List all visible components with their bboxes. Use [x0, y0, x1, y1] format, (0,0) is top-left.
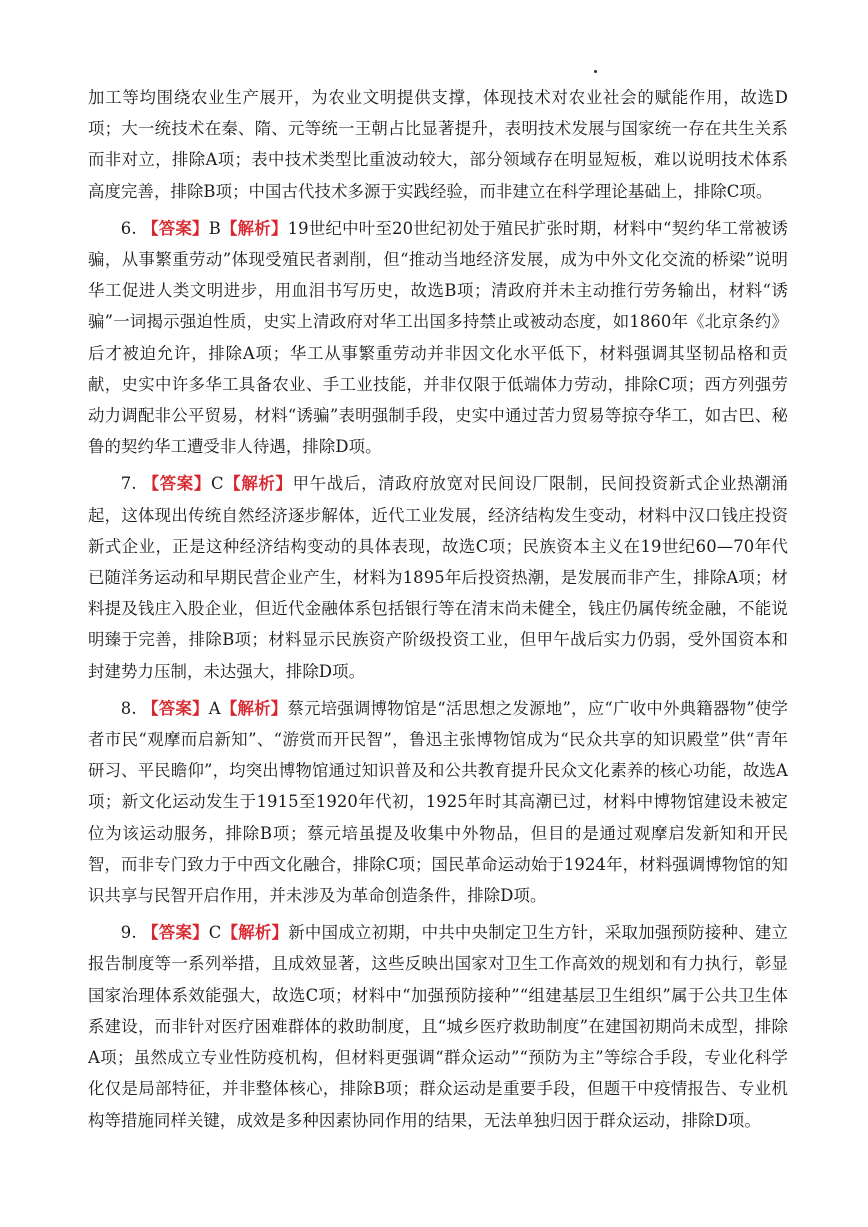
analysis-text: 19世纪中叶至20世纪初处于殖民扩张时期，材料中“契约华工常被诱骗，从事繁重劳动”体现受殖民者剥削，但“推动当地经济发展，成为中外文化交流的桥梁”说明华工促进人类文明进步，用血泪书写历史，故选B项；清政府并未主动推行劳务输出，材料“诱骗”一词揭示强迫性质，史实上清政府对华工出国多持禁止或被动态度，如1860年《北京条约》后才被迫允许，排除A项；华工从事繁重劳动并非因文化水平低下，材料强调其坚韧品格和贡献，史实中许多华工具备农业、手工业技能，并非仅限于低端体力劳动，排除C项；西方列强劳动力调配非公平贸易，材料“诱骗”表明强制手段，史实中通过苦力贸易等掠夺华工，如古巴、秘鲁的契约华工遭受非人待遇，排除D项。	[88, 218, 788, 457]
analysis-tag: 【解析】	[223, 474, 293, 494]
answer-item-6	[88, 213, 788, 463]
answer-tag: 【答案】	[142, 923, 209, 943]
answer-item-9	[88, 917, 788, 1135]
question-number: 6.	[120, 218, 137, 238]
question-number: 7.	[120, 474, 137, 494]
page-speck	[594, 70, 597, 73]
answer-letter: C	[208, 923, 222, 943]
analysis-tag: 【解析】	[220, 218, 288, 238]
analysis-text: 甲午战后，清政府放宽对民间设厂限制，民间投资新式企业热潮涌起，这体现出传统自然经济逐步解体，近代工业发展，经济结构发生变动，材料中汉口钱庄投资新式企业，正是这种经济结构变动的具体表现，故选C项；民族资本主义在19世纪60—70年代已随洋务运动和早期民营企业产生，材料为1895年后投资热潮，是发展而非产生，排除A项；材料提及钱庄入股企业，但近代金融体系包括银行等在清末尚未健全，钱庄仍属传统金融，不能说明臻于完善，排除B项；材料显示民族资产阶级投资工业，但甲午战后实力仍弱，受外国资本和封建势力压制，未达强大，排除D项。	[88, 474, 788, 681]
answer-tag: 【答案】	[142, 218, 209, 238]
analysis-text: 新中国成立初期，中共中央制定卫生方针，采取加强预防接种、建立报告制度等一系列举措，且成效显著，这些反映出国家对卫生工作高效的规划和有力执行，彰显国家治理体系效能强大，故选C项；材料中“加强预防接种”“组建基层卫生组织”属于公共卫生体系建设，而非针对医疗困难群体的救助制度，且“城乡医疗救助制度”在建国初期尚未成型，排除A项；虽然成立专业性防疫机构，但材料更强调“群众运动”“预防为主”等综合手段，专业化科学化仅是局部特征，并非整体核心，排除B项；群众运动是重要手段，但题干中疫情报告、专业机构等措施同样关键，成效是多种因素协同作用的结果，无法单独归因于群众运动，排除D项。	[88, 923, 788, 1130]
analysis-text: 蔡元培强调博物馆是“活思想之发源地”，应“广收中外典籍器物”使学者市民“观摩而启新知”、“游赏而开民智”，鲁迅主张博物馆成为“民众共享的知识殿堂”供“青年研习、平民瞻仰”，均突出博物馆通过知识普及和公共教育提升民众文化素养的核心功能，故选A项；新文化运动发生于1915至1920年代初，1925年时其高潮已过，材料中博物馆建设未被定位为该运动服务，排除B项；蔡元培虽提及收集中外物品，但目的是通过观摩启发新知和开民智，而非专门致力于中西文化融合，排除C项；国民革命运动始于1924年，材料强调博物馆的知识共享与民智开启作用，并未涉及为革命创造条件，排除D项。	[88, 698, 789, 906]
question-number: 9.	[120, 923, 137, 943]
answer-tag: 【答案】	[142, 698, 209, 718]
intro-paragraph: 加工等均围绕农业生产展开，为农业文明提供支撑，体现技术对农业社会的赋能作用，故选D项；大一统技术在秦、隋、元等统一王朝占比显著提升，表明技术发展与国家统一存在共生关系而非对立，排除A项；表中技术类型比重波动较大，部分领域存在明显短板，难以说明技术体系高度完善，排除B项；中国古代技术多源于实践经验，而非建立在科学理论基础上，排除C项。	[88, 88, 788, 201]
answer-tag: 【答案】	[142, 474, 211, 494]
answer-letter: A	[208, 698, 221, 718]
analysis-tag: 【解析】	[220, 698, 288, 718]
answer-item-7	[88, 468, 788, 686]
answer-letter: B	[208, 218, 221, 238]
question-number: 8.	[120, 698, 137, 718]
answer-explanations	[88, 82, 788, 1136]
answer-letter: C	[210, 474, 224, 494]
analysis-tag: 【解析】	[221, 923, 289, 943]
answer-item-8	[88, 693, 788, 911]
